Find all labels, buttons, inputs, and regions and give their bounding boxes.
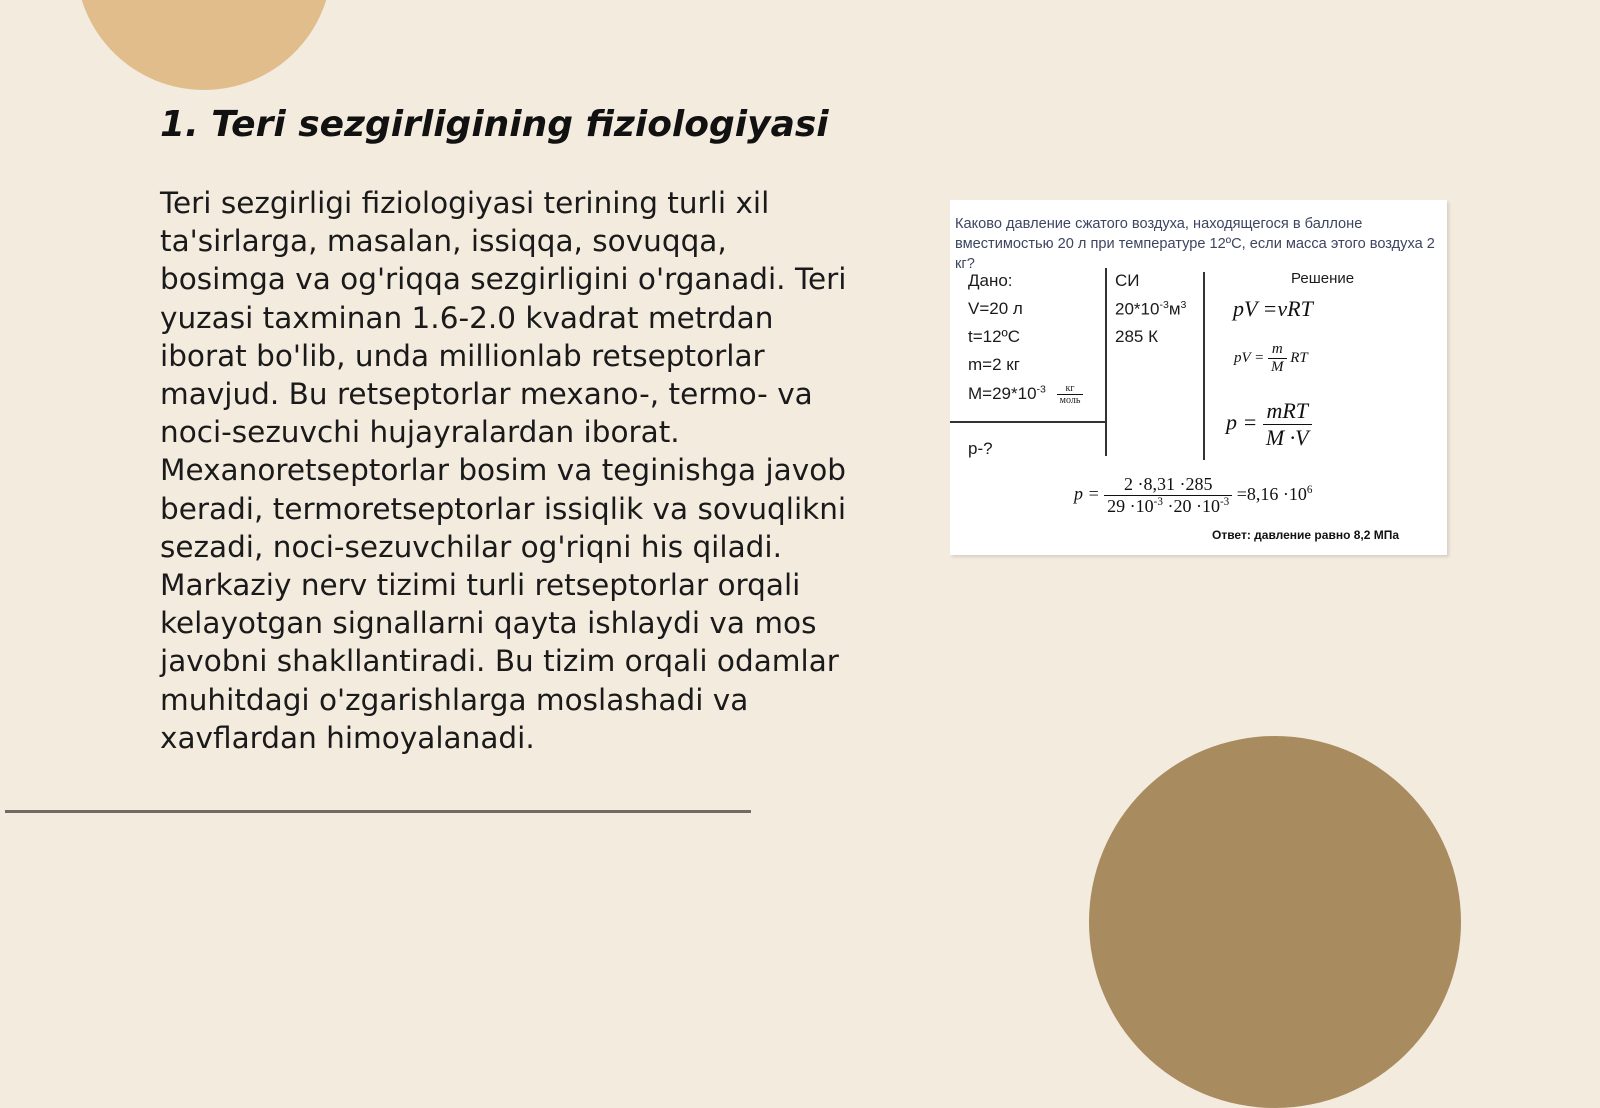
f4-den bbox=[1104, 496, 1232, 517]
si-volume-unit-exp: 3 bbox=[1180, 299, 1187, 311]
problem-answer: Ответ: давление равно 8,2 МПа bbox=[1212, 528, 1400, 542]
given-molar-mass-value: M=29*10 bbox=[968, 383, 1037, 403]
f3-fraction bbox=[1263, 398, 1312, 451]
physics-problem-image bbox=[950, 200, 1447, 555]
slide-title: 1. Teri sezgirligining fiziologiyasi bbox=[160, 104, 829, 145]
si-header: СИ bbox=[1115, 271, 1140, 290]
si-temperature: 285 К bbox=[1115, 327, 1158, 346]
f2-num: m bbox=[1268, 341, 1287, 359]
given-molar-mass bbox=[968, 383, 1083, 406]
given-si-divider bbox=[1105, 268, 1107, 456]
unknown-value: p-? bbox=[968, 439, 993, 458]
f4-right-exp: 6 bbox=[1306, 483, 1313, 496]
molar-unit-num: кг bbox=[1057, 383, 1084, 395]
given-separator-line bbox=[950, 421, 1106, 423]
formula-pressure bbox=[1226, 398, 1312, 451]
f4-den-b: ·20 ·10 bbox=[1162, 496, 1220, 516]
f3-num: mRT bbox=[1263, 398, 1312, 425]
decorative-circle-top bbox=[76, 0, 332, 90]
si-solution-divider bbox=[1203, 272, 1205, 460]
f4-den-a: 29 ·10 bbox=[1107, 496, 1154, 516]
solution-header: Решение bbox=[1291, 270, 1355, 287]
f2-fraction bbox=[1268, 341, 1287, 376]
f4-num: 2 ·8,31 ·285 bbox=[1104, 474, 1232, 496]
f4-left: p = bbox=[1074, 483, 1100, 504]
f2-den: M bbox=[1271, 359, 1284, 375]
problem-question: Каково давление сжатого воздуха, находящегося в баллоне вместимостью 20 л при температуре 12ºС, если масса этого воздуха 2 кг? bbox=[955, 216, 1435, 272]
f2-left: pV = bbox=[1234, 349, 1265, 366]
f2-right: RT bbox=[1290, 349, 1308, 366]
f4-right-value: =8,16 ·10 bbox=[1236, 483, 1307, 504]
given-temperature: t=12ºC bbox=[968, 327, 1021, 346]
given-molar-mass-exp: -3 bbox=[1036, 383, 1046, 396]
given-mass: m=2 кг bbox=[968, 355, 1020, 374]
formula-ideal-gas: pV =νRT bbox=[1233, 296, 1313, 321]
formula-substituted bbox=[1234, 341, 1308, 376]
f3-den: M ·V bbox=[1265, 425, 1309, 450]
si-volume-unit: м bbox=[1168, 299, 1181, 319]
slide-body-text: Teri sezgirligi fiziologiyasi terining turli xil ta'sirlarga, masalan, issiqqa, sovuqqa, bosimga va og'riqqa sezgirligini o'rganadi. Teri yuzasi taxminan 1.6-2.0 kvadrat metrdan iborat bo'lib, unda millionlab retseptorlar mavjud. Bu retseptorlar mexano-, termo- va noci-sezuvchi hujayralardan iborat. Mexanoretseptorlar bosim va teginishga javob beradi, termoretseptorlar issiqlik va sovuqlikni sezadi, noci-sezuvchilar og'riqni his qiladi. Markaziy nerv tizimi turli retseptorlar orqali kelayotgan signallarni qayta ishlaydi va mos javobni shakllantiradi. Bu tizim orqali odamlar muhitdagi o'zgarishlarga moslashadi va xavflardan himoyalanadi. bbox=[160, 186, 847, 755]
given-header: Дано: bbox=[968, 271, 1013, 290]
given-volume: V=20 л bbox=[968, 299, 1023, 318]
decorative-circle-bottom bbox=[1089, 736, 1461, 1108]
molar-unit-den: моль bbox=[1059, 395, 1081, 406]
f3-left: p = bbox=[1226, 409, 1258, 435]
si-volume-value: 20*10 bbox=[1115, 299, 1160, 319]
f4-fraction bbox=[1104, 474, 1232, 517]
si-volume bbox=[1115, 299, 1186, 320]
f4-den-a-exp: -3 bbox=[1153, 496, 1163, 508]
si-volume-exp: -3 bbox=[1159, 299, 1169, 311]
molar-mass-unit bbox=[1057, 383, 1084, 406]
formula-numeric bbox=[1074, 474, 1312, 517]
f4-den-b-exp: -3 bbox=[1219, 496, 1230, 508]
divider-line bbox=[5, 810, 751, 813]
f4-right bbox=[1237, 484, 1313, 504]
